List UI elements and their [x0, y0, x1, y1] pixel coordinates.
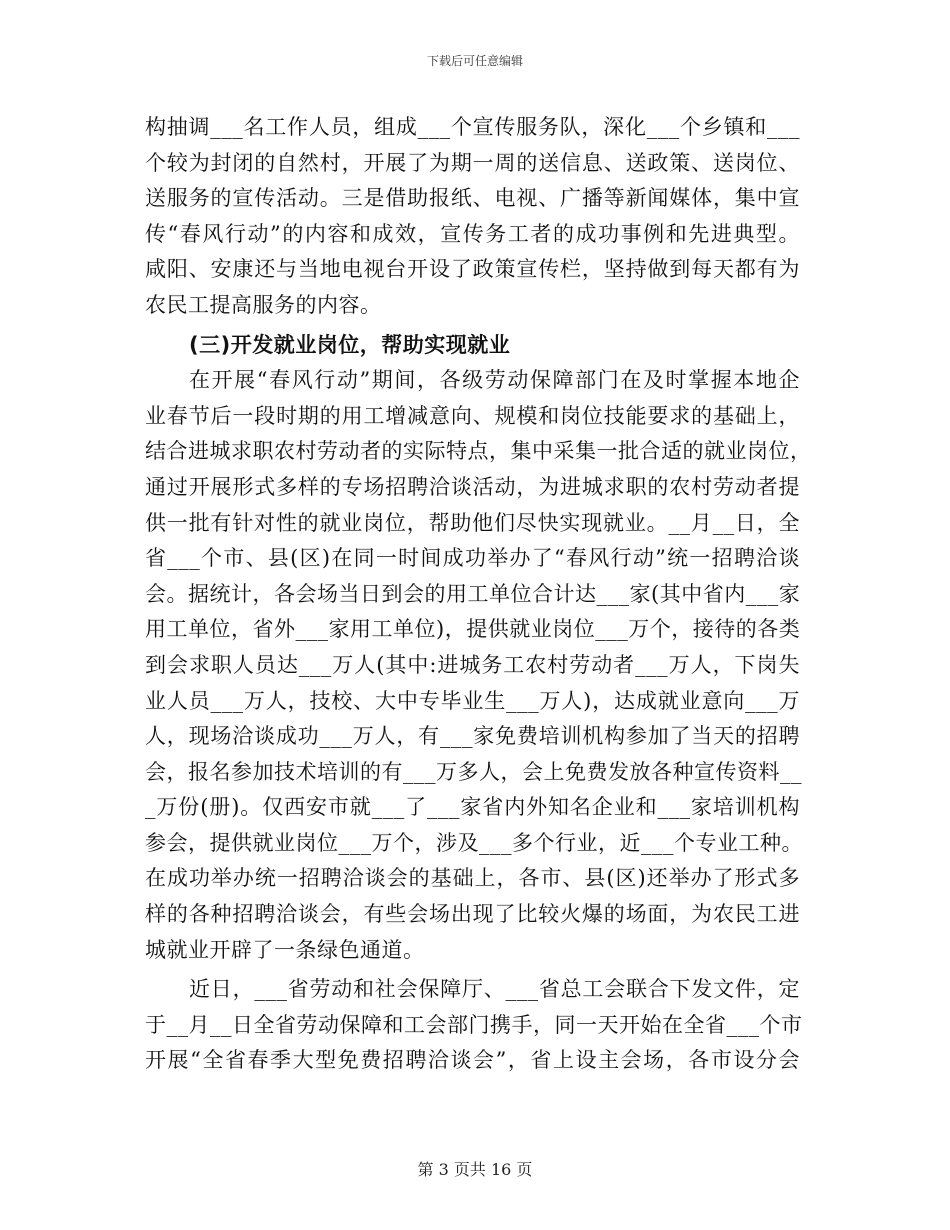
text-line: 城就业开辟了一条绿色通道。 — [145, 937, 425, 962]
paragraph-3 — [145, 972, 803, 1079]
text-line: 咸阳、安康还与当地电视台开设了政策宣传栏，坚持做到每天都有为 — [145, 257, 800, 282]
text-line: 农民工提高服务的内容。 — [145, 292, 382, 317]
page-header-note: 下载后可任意编辑 — [426, 54, 523, 68]
paragraph-1 — [145, 110, 800, 324]
text-line: 参会，提供就业岗位___万个，涉及___多个行业，近___个专业工种。 — [145, 830, 803, 855]
text-line: 人，现场洽谈成功___万人，有___家免费培训机构参加了当天的招聘 — [145, 724, 800, 749]
page-number: 第 3 页共 16 页 — [417, 1160, 533, 1179]
text-line: 到会求职人员达___万人(其中:进城务工农村劳动者___万人，下岗失 — [145, 652, 800, 677]
text-line: 业春节后一段时期的用工增减意向、规模和岗位技能要求的基础上， — [145, 403, 800, 428]
text-line: _万份(册)。仅西安市就___了___家省内外知名企业和___家培训机构 — [145, 795, 800, 820]
text-line: 传“春风行动”的内容和成效，宣传务工者的成功事例和先进典型。 — [145, 221, 800, 246]
text-line: 样的各种招聘洽谈会，有些会场出现了比较火爆的场面，为农民工进 — [145, 902, 800, 927]
text-line: 个较为封闭的自然村，开展了为期一周的送信息、送政策、送岗位、 — [145, 150, 800, 175]
text-line: 会，报名参加技术培训的有___万多人，会上免费发放各种宣传资料__ — [145, 759, 802, 784]
text-line: 在开展“春风行动”期间，各级劳动保障部门在及时掌握本地企 — [189, 368, 800, 393]
text-line: 开展“全省春季大型免费招聘洽谈会”，省上设主会场，各市设分会 — [145, 1048, 800, 1073]
document-body — [145, 110, 812, 1079]
text-line: 构抽调___名工作人员，组成___个宣传服务队，深化___个乡镇和___ — [145, 115, 800, 139]
paragraph-2 — [145, 363, 812, 968]
text-line: 近日，___省劳动和社会保障厅、___省总工会联合下发文件，定 — [189, 977, 800, 1002]
text-line: 送服务的宣传活动。三是借助报纸、电视、广播等新闻媒体，集中宣 — [145, 186, 800, 211]
text-line: 通过开展形式多样的专场招聘洽谈活动，为进城求职的农村劳动者提 — [145, 474, 800, 499]
text-line: 结合进城求职农村劳动者的实际特点，集中采集一批合适的就业岗位， — [145, 439, 812, 464]
text-line: 用工单位，省外___家用工单位)，提供就业岗位___万个，接待的各类 — [145, 617, 801, 642]
text-line: 供一批有针对性的就业岗位，帮助他们尽快实现就业。__月__日，全 — [145, 510, 800, 535]
section-heading: (三)开发就业岗位，帮助实现就业 — [189, 332, 511, 357]
text-line: 业人员___万人，技校、大中专毕业生___万人)，达成就业意向___万 — [145, 688, 800, 713]
text-line: 会。据统计，各会场当日到会的用工单位合计达___家(其中省内___家 — [145, 581, 801, 606]
text-line: 省___个市、县(区)在同一时间成功举办了“春风行动”统一招聘洽谈 — [145, 546, 800, 571]
text-line: 于__月__日全省劳动保障和工会部门携手，同一天开始在全省___个市 — [145, 1012, 803, 1037]
text-line: 在成功举办统一招聘洽谈会的基础上，各市、县(区)还举办了形式多 — [145, 866, 800, 891]
